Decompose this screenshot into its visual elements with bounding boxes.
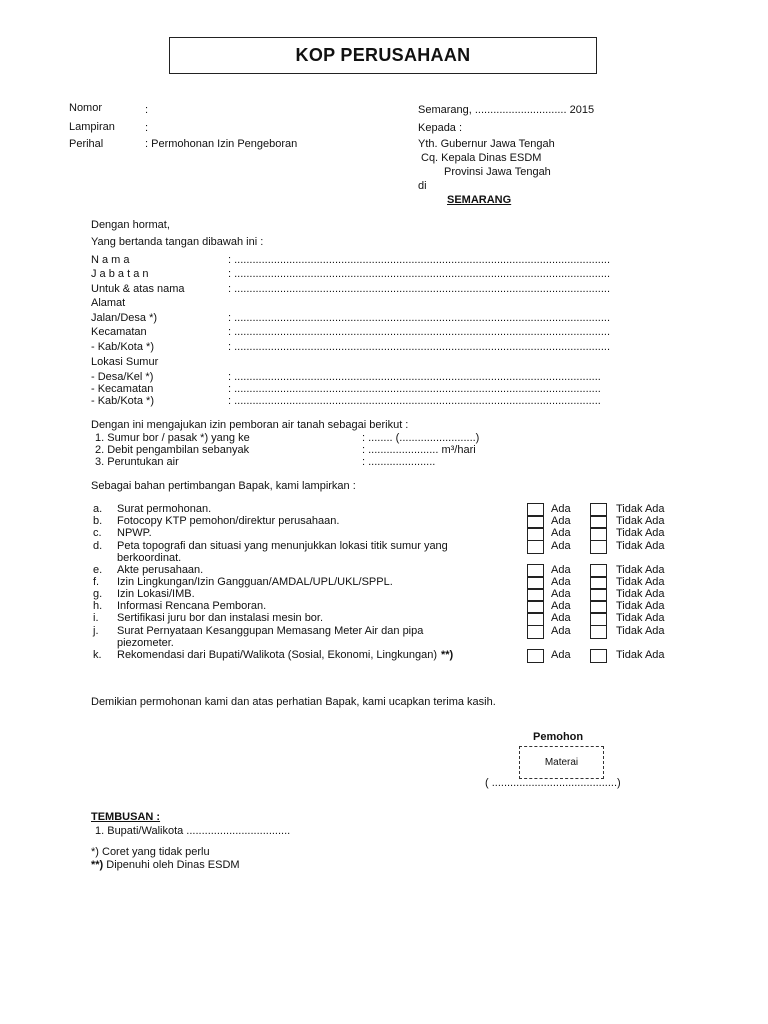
note-dinas (91, 859, 240, 872)
tembusan-heading: TEMBUSAN : (91, 811, 161, 823)
ada-label: Ada (551, 612, 571, 624)
attachment-text-main: Fotocopy KTP pemohon/direktur perusahaan. (117, 515, 340, 527)
tidak-ada-label: Tidak Ada (616, 612, 665, 624)
field-dots: : ........................................................................................................................... (228, 283, 611, 295)
attachment-text-continued: berkoordinat. (117, 552, 182, 564)
field-dots: : ........................................................................................................................ (228, 395, 601, 407)
addressee-di: di (418, 180, 427, 192)
tembusan-item: 1. Bupati/Walikota .................................. (95, 825, 291, 837)
attachment-text-main: Akte perusahaan. (117, 564, 204, 576)
ada-label: Ada (551, 588, 571, 600)
attachment-text-main: Peta topografi dan situasi yang menunjukkan lokasi titik sumur yang (117, 540, 448, 552)
attachment-letter: i. (93, 612, 99, 624)
attachment-letter: a. (93, 503, 103, 515)
field-label: - Kab/Kota *) (91, 395, 154, 407)
attachment-letter: k. (93, 649, 102, 661)
ada-label: Ada (551, 600, 571, 612)
pemboran-item-label: 2. Debit pengambilan sebanyak (95, 444, 250, 456)
attachment-text-main: Surat Pernyataan Kesanggupan Memasang Meter Air dan pipa (117, 625, 424, 637)
tidak-ada-checkbox[interactable] (590, 540, 607, 554)
ada-label: Ada (551, 515, 571, 527)
intro-text: Yang bertanda tangan dibawah ini : (91, 236, 264, 248)
attachment-text-main: Rekomendasi dari Bupati/Walikota (Sosial, Ekonomi, Lingkungan) (117, 649, 437, 661)
tidak-ada-checkbox[interactable] (590, 612, 607, 626)
pemboran-item-label: 1. Sumur bor / pasak *) yang ke (95, 432, 250, 444)
note-coret: *) Coret yang tidak perlu (91, 846, 210, 858)
lampiran-colon: : (145, 122, 149, 134)
attachment-text (117, 612, 323, 625)
attachment-text (117, 649, 453, 662)
pemboran-intro: Dengan ini mengajukan izin pemboran air tanah sebagai berikut : (91, 419, 409, 431)
attachment-letter: d. (93, 540, 103, 552)
field-dots: : ........................................................................................................................... (228, 268, 611, 280)
field-label: - Kab/Kota *) (91, 341, 154, 353)
tidak-ada-label: Tidak Ada (616, 649, 665, 661)
attachment-text-main: Informasi Rencana Pemboran. (117, 600, 267, 612)
pemboran-item-label: 3. Peruntukan air (95, 456, 179, 468)
addressee-yth: Yth. Gubernur Jawa Tengah (418, 138, 555, 150)
attachment-letter: b. (93, 515, 103, 527)
field-label: - Kecamatan (91, 383, 154, 395)
addressee-city: SEMARANG (447, 194, 512, 206)
field-dots: : ........................................................................................................................... (228, 312, 611, 324)
ada-checkbox[interactable] (527, 540, 544, 554)
perihal-value: : Permohonan Izin Pengeboran (145, 138, 298, 150)
ada-checkbox[interactable] (527, 649, 544, 663)
attachment-suffix-mark: **) (440, 649, 454, 661)
tidak-ada-label: Tidak Ada (616, 600, 665, 612)
kepada: Kepada : (418, 122, 463, 134)
pemohon-label: Pemohon (533, 731, 584, 743)
attachment-text-main: Sertifikasi juru bor dan instalasi mesin bor. (117, 612, 324, 624)
field-label: N a m a (91, 254, 130, 266)
attachment-letter: c. (93, 527, 102, 539)
attachment-letter: f. (93, 576, 100, 588)
field-label: Jalan/Desa *) (91, 312, 158, 324)
field-label: Lokasi Sumur (91, 356, 159, 368)
pemboran-item-value: : ....................... m³/hari (362, 444, 476, 456)
tidak-ada-label: Tidak Ada (616, 503, 665, 515)
field-dots: : ........................................................................................................................ (228, 383, 601, 395)
signature-name-line: ( .........................................) (485, 777, 621, 789)
tidak-ada-label: Tidak Ada (616, 576, 665, 588)
ada-label: Ada (551, 649, 571, 661)
addressee-provinsi: Provinsi Jawa Tengah (444, 166, 551, 178)
tidak-ada-checkbox[interactable] (590, 625, 607, 639)
date-line: Semarang, .............................. 2015 (418, 104, 595, 116)
field-label: Kecamatan (91, 326, 147, 338)
lampiran-label: Lampiran (69, 121, 115, 133)
attachment-letter: j. (93, 625, 99, 637)
note-dinas-mark: **) (91, 859, 104, 871)
ada-label: Ada (551, 625, 571, 637)
attachment-text-main: Surat permohonan. (117, 503, 212, 515)
addressee-cq: Cq. Kepala Dinas ESDM (421, 152, 542, 164)
tidak-ada-label: Tidak Ada (616, 588, 665, 600)
attachment-letter: e. (93, 564, 103, 576)
tidak-ada-label: Tidak Ada (616, 540, 665, 552)
attachment-text-main: Izin Lokasi/IMB. (117, 588, 195, 600)
attachment-text-main: NPWP. (117, 527, 152, 539)
field-label: Untuk & atas nama (91, 283, 185, 295)
field-label: Alamat (91, 297, 126, 309)
perihal-label: Perihal (69, 138, 104, 150)
attachment-letter: g. (93, 588, 103, 600)
tidak-ada-label: Tidak Ada (616, 564, 665, 576)
salutation: Dengan hormat, (91, 219, 170, 231)
ada-checkbox[interactable] (527, 625, 544, 639)
field-label: J a b a t a n (91, 268, 149, 280)
nomor-label: Nomor (69, 102, 103, 114)
tidak-ada-checkbox[interactable] (590, 649, 607, 663)
ada-checkbox[interactable] (527, 612, 544, 626)
nomor-colon: : (145, 104, 149, 116)
pemboran-item-value: : ........ (.........................) (362, 432, 480, 444)
tidak-ada-label: Tidak Ada (616, 527, 665, 539)
field-dots: : ........................................................................................................................... (228, 254, 611, 266)
ada-label: Ada (551, 540, 571, 552)
field-dots: : ........................................................................................................................ (228, 371, 601, 383)
lampiran-intro: Sebagai bahan pertimbangan Bapak, kami lampirkan : (91, 480, 356, 492)
tidak-ada-checkbox[interactable] (590, 527, 607, 541)
ada-label: Ada (551, 564, 571, 576)
pemboran-item-value: : ...................... (362, 456, 436, 468)
tidak-ada-label: Tidak Ada (616, 625, 665, 637)
field-label: - Desa/Kel *) (91, 371, 154, 383)
closing-text: Demikian permohonan kami dan atas perhatian Bapak, kami ucapkan terima kasih. (91, 696, 496, 708)
attachment-text-continued: piezometer. (117, 637, 174, 649)
materai-label: Materai (544, 757, 579, 768)
note-dinas-text: Dipenuhi oleh Dinas ESDM (103, 859, 240, 871)
attachment-text (117, 527, 152, 540)
ada-label: Ada (551, 576, 571, 588)
field-dots: : ........................................................................................................................... (228, 341, 611, 353)
field-dots: : ........................................................................................................................... (228, 326, 611, 338)
materai-stamp-box (519, 746, 604, 779)
letterhead-title-box (169, 37, 597, 74)
letterhead-title: KOP PERUSAHAAN (295, 45, 471, 65)
tidak-ada-label: Tidak Ada (616, 515, 665, 527)
ada-checkbox[interactable] (527, 527, 544, 541)
ada-label: Ada (551, 527, 571, 539)
attachment-letter: h. (93, 600, 103, 612)
attachment-text-main: Izin Lingkungan/Izin Gangguan/AMDAL/UPL/UKL/SPPL. (117, 576, 393, 588)
ada-label: Ada (551, 503, 571, 515)
